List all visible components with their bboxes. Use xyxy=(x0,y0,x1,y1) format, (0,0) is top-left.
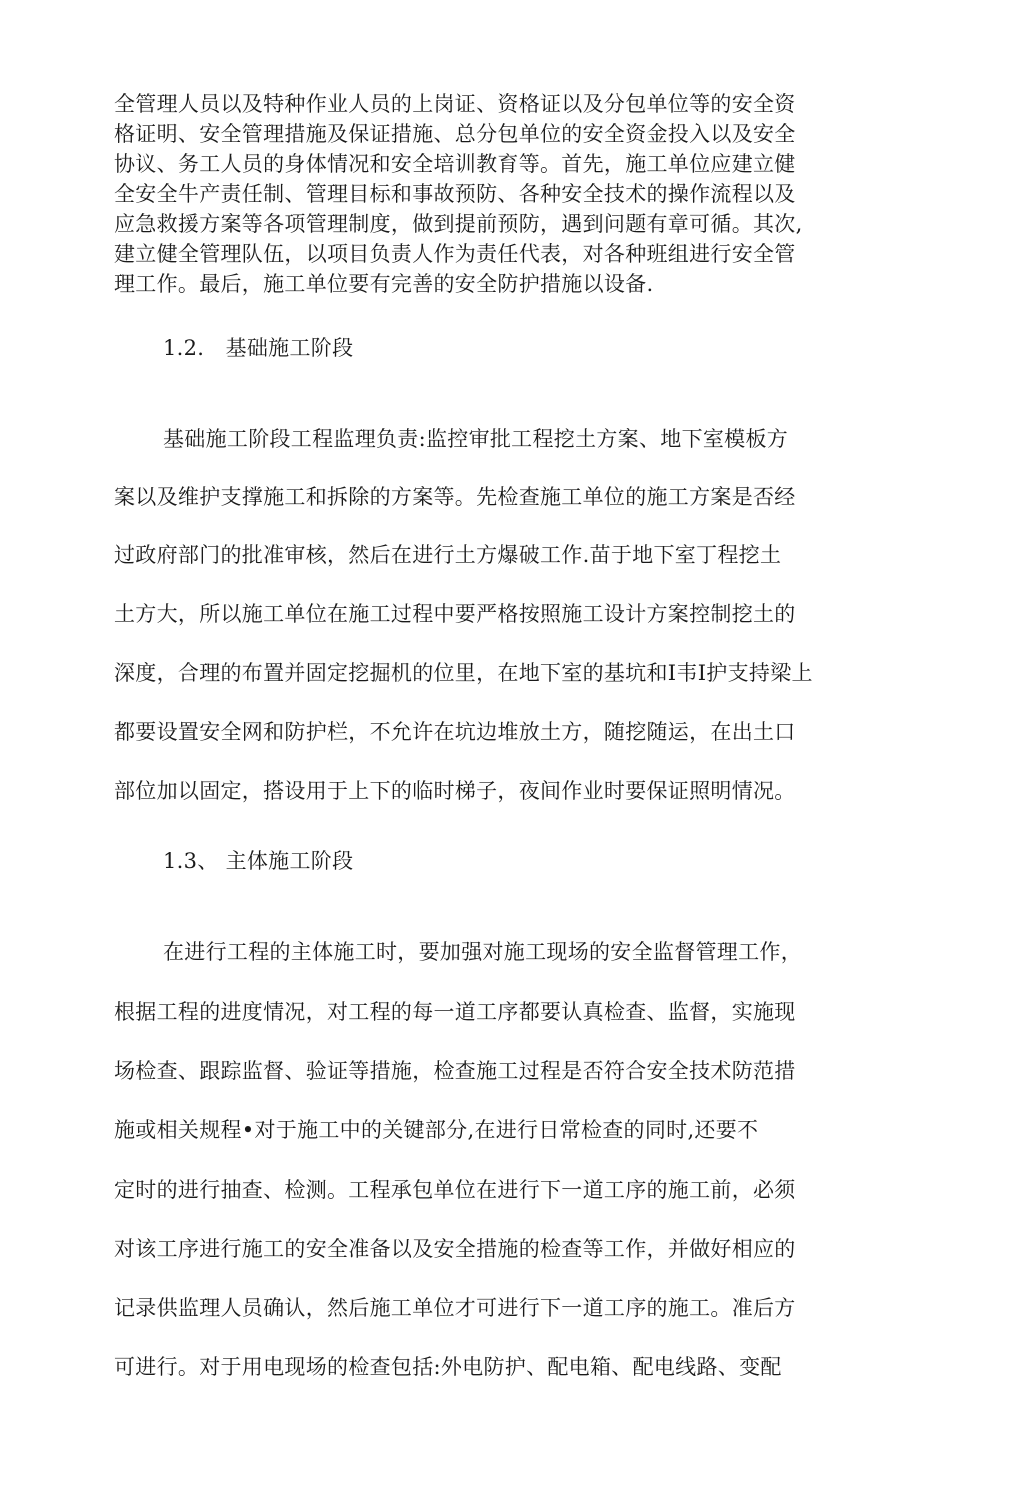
s13-line-8: 可进行。对于用电现场的检查包括:外电防护、配电箱、配电线路、变配 xyxy=(114,1355,782,1379)
s13-line-1: 在进行工程的主体施工时，要加强对施工现场的安全监督管理工作， xyxy=(163,940,802,964)
intro-line-7: 理工作。最后，施工单位要有完善的安全防护措施以设备. xyxy=(114,272,654,296)
intro-line-1: 全管理人员以及特种作业人员的上岗证、资格证以及分包单位等的安全资 xyxy=(114,92,796,116)
section-heading-1-2: 1.2. 基础施工阶段 xyxy=(163,336,354,360)
s12-line-5: 深度，合理的布置并固定挖掘机的位里，在地下室的基坑和I韦I护支持梁上 xyxy=(114,661,813,685)
section-heading-1-3: 1.3、 主体施工阶段 xyxy=(163,849,354,873)
s12-line-2: 案以及维护支撑施工和拆除的方案等。先检查施工单位的施工方案是否经 xyxy=(114,485,796,509)
s12-line-3: 过政府部门的批准审核，然后在进行土方爆破工作.苗于地下室丁程挖土 xyxy=(114,543,782,567)
s12-line-7: 部位加以固定，搭设用于上下的临时梯子，夜间作业时要保证照明情况。 xyxy=(114,779,796,803)
s13-line-4: 施或相关规程•对于施工中的关键部分,在进行日常检查的同时,还要不 xyxy=(114,1118,759,1142)
s12-line-6: 都要设置安全网和防护栏，不允许在坑边堆放土方，随挖随运，在出土口 xyxy=(114,720,796,744)
s13-line-7: 记录供监理人员确认，然后施工单位才可进行下一道工序的施工。准后方 xyxy=(114,1296,796,1320)
s13-line-2: 根据工程的进度情况，对工程的每一道工序都要认真检查、监督，实施现 xyxy=(114,1000,796,1024)
intro-line-3: 协议、务工人员的身体情况和安全培训教育等。首先，施工单位应建立健 xyxy=(114,152,796,176)
intro-line-2: 格证明、安全管理措施及保证措施、总分包单位的安全资金投入以及安全 xyxy=(114,122,796,146)
s12-line-1: 基础施工阶段工程监理负责:监控审批工程挖土方案、地下室模板方 xyxy=(163,427,789,451)
s13-line-6: 对该工序进行施工的安全准备以及安全措施的检查等工作，并做好相应的 xyxy=(114,1237,796,1261)
intro-line-4: 全安全牛产责任制、管理目标和事故预防、各种安全技术的操作流程以及 xyxy=(114,182,796,206)
intro-line-6: 建立健全管理队伍，以项目负责人作为责任代表，对各种班组进行安全管 xyxy=(114,242,796,266)
s13-line-5: 定时的进行抽查、检测。工程承包单位在进行下一道工序的施工前，必须 xyxy=(114,1178,796,1202)
s13-line-3: 场检查、跟踪监督、验证等措施，检查施工过程是否符合安全技术防范措 xyxy=(114,1059,796,1083)
intro-line-5: 应急救援方案等各项管理制度，做到提前预防，遇到问题有章可循。其次, xyxy=(114,212,803,236)
s12-line-4: 土方大，所以施工单位在施工过程中要严格按照施工设计方案控制挖土的 xyxy=(114,602,796,626)
